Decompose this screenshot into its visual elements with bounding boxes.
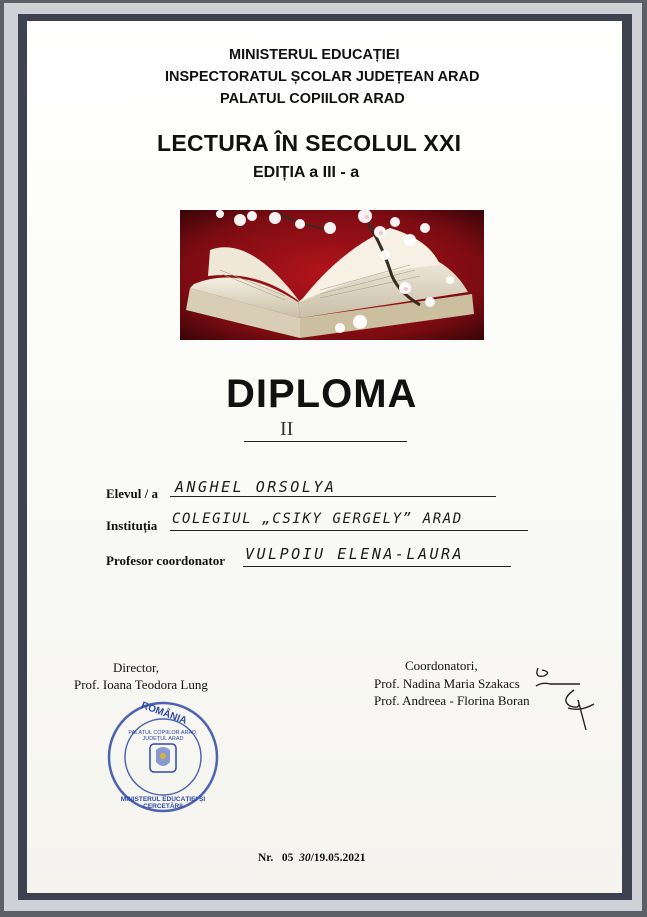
diploma-heading: DIPLOMA — [226, 372, 418, 416]
teacher-underline — [243, 566, 511, 567]
place-underline — [244, 441, 407, 442]
book-blossom-photo — [180, 210, 484, 340]
student-underline — [170, 496, 496, 497]
institution-label: Instituția — [106, 518, 158, 533]
contest-edition: EDIȚIA a III - a — [253, 164, 360, 181]
institution-name: COLEGIUL „CSIKY GERGELY” ARAD — [172, 511, 463, 527]
official-stamp — [106, 700, 220, 814]
award-place: II — [280, 418, 294, 440]
institution-underline — [170, 530, 528, 531]
coordinator-2-name: Prof. Andreea - Florina Boran — [374, 693, 530, 708]
header-inspectorate: INSPECTORATUL ȘCOLAR JUDEȚEAN ARAD — [165, 69, 480, 85]
stamp-top-text: ROMÂNIA — [139, 700, 189, 727]
stamp-ring-text: MINISTERUL EDUCAȚIEI ȘI CERCETĂRII — [120, 796, 206, 810]
registration-number — [258, 852, 366, 864]
contest-title: LECTURA ÎN SECOLUL XXI — [157, 130, 462, 156]
coordinator-signatures — [530, 660, 610, 750]
director-name: Prof. Ioana Teodora Lung — [74, 677, 208, 692]
header-ministry: MINISTERUL EDUCAȚIEI — [229, 47, 400, 63]
teacher-name: VULPOIU ELENA-LAURA — [245, 545, 465, 563]
coordinators-title: Coordonatori, — [405, 658, 478, 673]
stamp-inner-text: PALATUL COPIILOR ARAD, JUDEȚUL ARAD — [128, 730, 198, 742]
coordinator-1-name: Prof. Nadina Maria Szakacs — [374, 676, 520, 691]
student-label: Elevul / a — [106, 486, 159, 501]
number-date: /19.05.2021 — [310, 852, 366, 864]
number-handwritten: 30 — [299, 852, 311, 864]
student-name: ANGHEL ORSOLYA — [175, 478, 337, 496]
teacher-label: Profesor coordonator — [106, 553, 226, 568]
number-label: Nr. — [258, 852, 274, 864]
header-palace: PALATUL COPIILOR ARAD — [220, 91, 405, 107]
number-value: 05 — [281, 852, 294, 864]
director-title: Director, — [113, 660, 160, 675]
book-blossom-illustration — [180, 210, 484, 340]
